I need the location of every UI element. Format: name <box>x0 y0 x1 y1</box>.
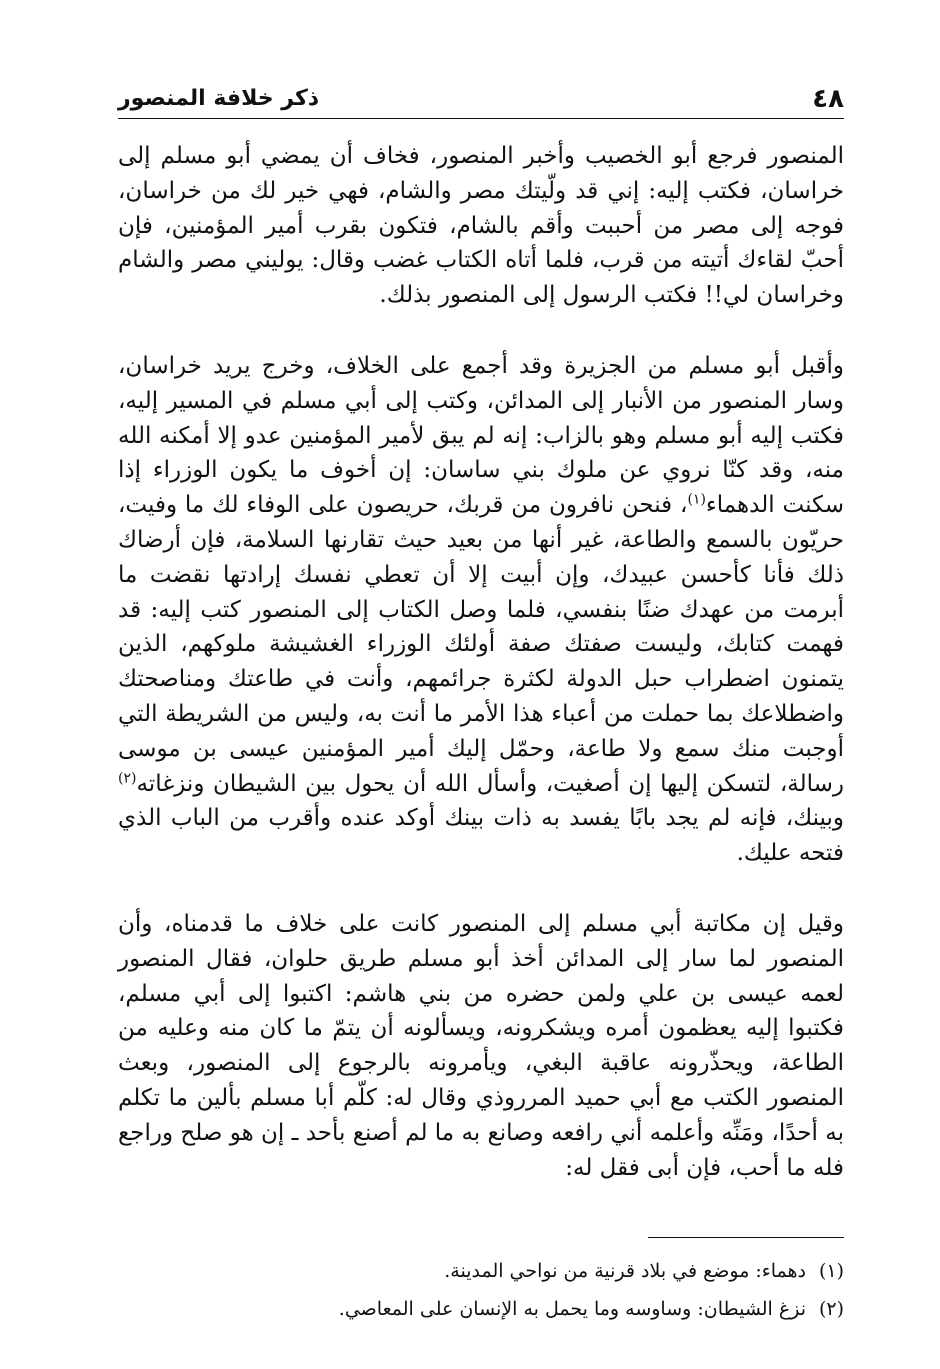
paragraph-2 <box>118 349 844 871</box>
footnote-1 <box>118 1252 844 1290</box>
footnotes <box>118 1252 844 1328</box>
footnote-number: (٢) <box>818 1298 844 1320</box>
paragraph-2-part-b: ، فنحن نافرون من قربك، حريصون على الوفاء لك ما وفيت، حريّون بالسمع والطاعة، غير أنها من بعيد حيث تقارنها السلامة، فإن أرضاك ذلك فأنا كأحسن عبيدك، وإن أبيت إلا أن تعطي نفسك إرادتها نقضت ما أبرمت من عهدك ضنًا بنفسي، فلما وصل الكتاب إلى المنصور كتب إليه: قد فهمت كتابك، وليست صفتك صفة أولئك الوزراء الغشيشة ملوكهم، الذين يتمنون اضطراب حبل الدولة لكثرة جرائمهم، وأنت في طاعتك ومناصحتك واضطلاعك بما حملت من أعباء هذا الأمر ما أنت به، وليس من الشريطة التي أوجبت منك سمع ولا طاعة، وحمّل إليك أمير المؤمنين عيسى بن موسى رسالة، لتسكن إليها إن أصغيت، وأسأل الله أن يحول بين الشيطان ونزغاته <box>118 492 844 797</box>
footnote-text: دهماء: موضع في بلاد قرنية من نواحي المدينة. <box>444 1260 806 1282</box>
footnote-ref-1: (١) <box>687 491 706 508</box>
footnote-2 <box>118 1290 844 1328</box>
page-header <box>118 80 844 119</box>
footnote-number: (١) <box>818 1260 844 1282</box>
running-title: ذكر خلافة المنصور <box>118 86 320 111</box>
footnote-divider <box>648 1237 844 1238</box>
paragraph-2-part-c: وبينك، فإنه لم يجد بابًا يفسد به ذات بينك أوكد عنده وأقرب من الباب الذي فتحه عليك. <box>118 805 844 867</box>
body-text <box>118 139 844 1185</box>
footnote-text: نزغ الشيطان: وساوسه وما يحمل به الإنسان على المعاصي. <box>338 1298 806 1320</box>
paragraph-2-part-a: وأقبل أبو مسلم من الجزيرة وقد أجمع على الخلاف، وخرج يريد خراسان، وسار المنصور من الأنبار إلى المدائن، وكتب إلى أبي مسلم في المسير إليه، فكتب إليه أبو مسلم وهو بالزاب: إنه لم يبق لأمير المؤمنين عدو إلا أمكنه الله منه، وقد كنّا نروي عن ملوك بني ساسان: إن أخوف ما يكون الوزراء إذا سكنت الدهماء <box>118 352 844 519</box>
paragraph-1: المنصور فرجع أبو الخصيب وأخبر المنصور، فخاف أن يمضي أبو مسلم إلى خراسان، فكتب إليه: إني قد ولّيتك مصر والشام، فهي خير لك من خراسان، فوجه إلى مصر من أحببت وأقم بالشام، فتكون بقرب أمير المؤمنين، فإن أحبّ لقاءك أتيته من قرب، فلما أتاه الكتاب غضب وقال: يوليني مصر والشام وخراسان لي!! فكتب الرسول إلى المنصور بذلك. <box>118 143 844 309</box>
paragraph-3: وقيل إن مكاتبة أبي مسلم إلى المنصور كانت على خلاف ما قدمناه، وأن المنصور لما سار إلى المدائن أخذ أبو مسلم طريق حلوان، فقال المنصور لعمه عيسى بن علي ولمن حضره من بني هاشم: اكتبوا إلى أبي مسلم، فكتبوا إليه يعظمون أمره ويشكرونه، ويسألونه أن يتمّ ما كان منه وعليه من الطاعة، ويحذّرونه عاقبة البغي، ويأمرونه بالرجوع إلى المنصور، وبعث المنصور الكتب مع أبي حميد المرروذي وقال له: كلّم أبا مسلم بألين ما تكلم به أحدًا، ومَنِّه وأعلمه أني رافعه وصانع به ما لم أصنع بأحد ـ إن هو صلح وراجع فله ما أحب، فإن أبى فقل له: <box>118 910 844 1181</box>
footnote-ref-2: (٢) <box>118 769 137 786</box>
page-number: ٤٨ <box>812 84 844 114</box>
